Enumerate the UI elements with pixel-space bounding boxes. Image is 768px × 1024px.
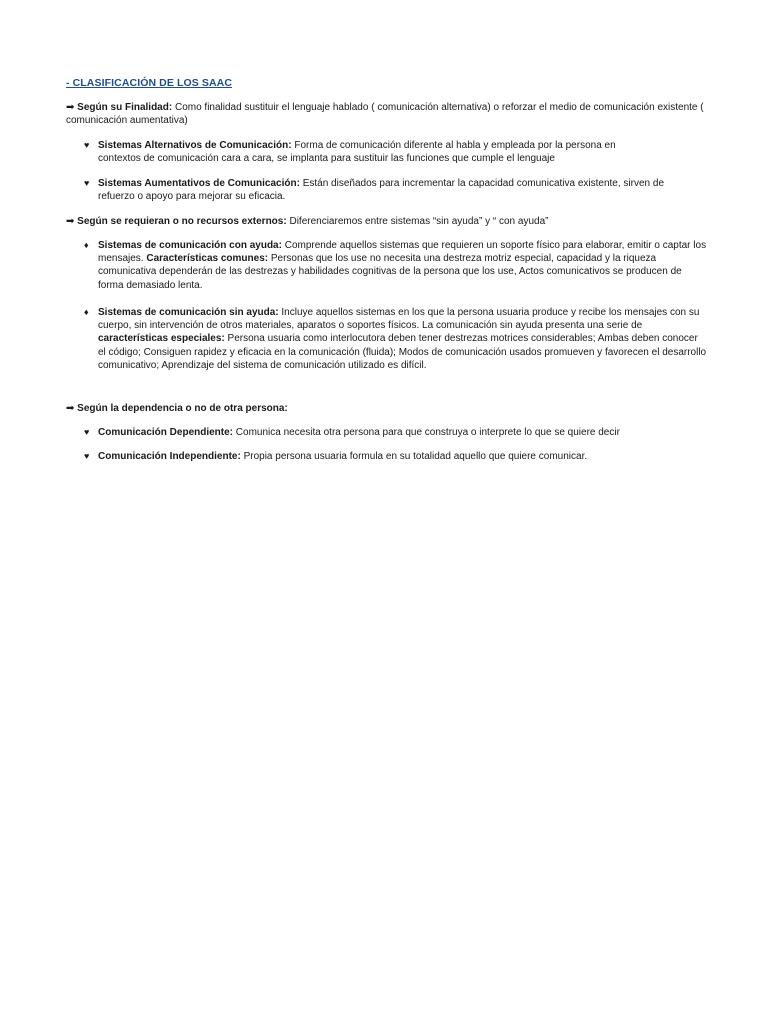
section-label: Según su Finalidad:	[77, 102, 173, 113]
section-dependencia	[66, 402, 706, 415]
section-label: Según se requieran o no recursos externos:	[77, 216, 287, 227]
item-text: Propia persona usuaria formula en su totalidad aquello que quiere comunicar.	[243, 451, 588, 462]
item-label: Sistemas Aumentativos de Comunicación:	[98, 178, 300, 189]
item-text: Comprende aquellos sistemas que requieren un soporte físico para elaborar, emitir o captar los mensajes.	[98, 240, 707, 265]
arrow-icon: ➡	[66, 216, 75, 227]
diamond-bullet-icon: ♦	[84, 307, 89, 317]
heart-bullet-icon: ♥	[84, 427, 90, 437]
item-text: Están diseñados para incrementar la capacidad comunicativa existente, sirven de refuerzo o apoyo para mejorar su eficacia.	[98, 178, 665, 203]
arrow-icon: ➡	[66, 403, 75, 414]
item-subtext: Persona usuaria como interlocutora deben tener destrezas motrices considerables; Ambas deben conocer el código; Consiguen rapidez y eficacia en la comunicación (fluida); Modos de comunicación usados promueven y favorecen el desarrollo comunicativo; Aprendizaje del sistema de comunicación utilizado es difícil.	[98, 333, 707, 371]
diamond-bullet-icon: ♦	[84, 240, 89, 250]
heart-bullet-icon: ♥	[84, 140, 90, 150]
page-title: - CLASIFICACIÓN DE LOS SAAC	[66, 77, 233, 89]
list-item	[98, 239, 708, 292]
section-label: Según la dependencia o no de otra persona:	[77, 403, 288, 414]
section-text: Como finalidad sustituir el lenguaje hablado ( comunicación alternativa) o reforzar el medio de comunicación existente ( comunicación aumentativa)	[66, 102, 704, 127]
section-finalidad	[66, 101, 706, 127]
item-label: Sistemas Alternativos de Comunicación:	[98, 140, 292, 151]
item-sublabel: Características comunes:	[146, 253, 269, 265]
section-recursos	[66, 215, 706, 228]
item-label: Comunicación Dependiente:	[98, 427, 234, 438]
heart-bullet-icon: ♥	[84, 178, 90, 188]
list-item	[98, 450, 708, 463]
section-text: Diferenciaremos entre sistemas “sin ayuda” y “ con ayuda”	[289, 216, 549, 227]
arrow-icon: ➡	[66, 102, 75, 113]
item-subtext: Personas que los use no necesita una destreza motriz especial, capacidad y la riqueza comunicativa dependerán de las destrezas y habilidades cognitivas de la persona que los use, Actos comunicativos se producen de forma demasiado lenta.	[98, 253, 682, 291]
item-label: Sistemas de comunicación sin ayuda:	[98, 307, 279, 318]
item-label: Comunicación Independiente:	[98, 451, 241, 462]
heart-bullet-icon: ♥	[84, 451, 90, 461]
item-sublabel: características especiales:	[98, 333, 225, 345]
item-text: Incluye aquellos sistemas en los que la persona usuaria produce y recibe los mensajes con su cuerpo, sin intervención de otros materiales, aparatos o soportes físicos. La comunicación sin ayuda presenta una serie de	[98, 307, 700, 332]
item-text: Comunica necesita otra persona para que construya o interprete lo que se quiere decir	[235, 427, 620, 438]
list-item	[98, 177, 688, 203]
list-item	[98, 426, 708, 439]
item-text: Forma de comunicación diferente al habla y empleada por la persona en contextos de comunicación cara a cara, se implanta para sustituir las funciones que cumple el lenguaje	[98, 140, 616, 165]
list-item	[98, 139, 658, 165]
list-item	[98, 306, 708, 372]
item-label: Sistemas de comunicación con ayuda:	[98, 240, 282, 251]
